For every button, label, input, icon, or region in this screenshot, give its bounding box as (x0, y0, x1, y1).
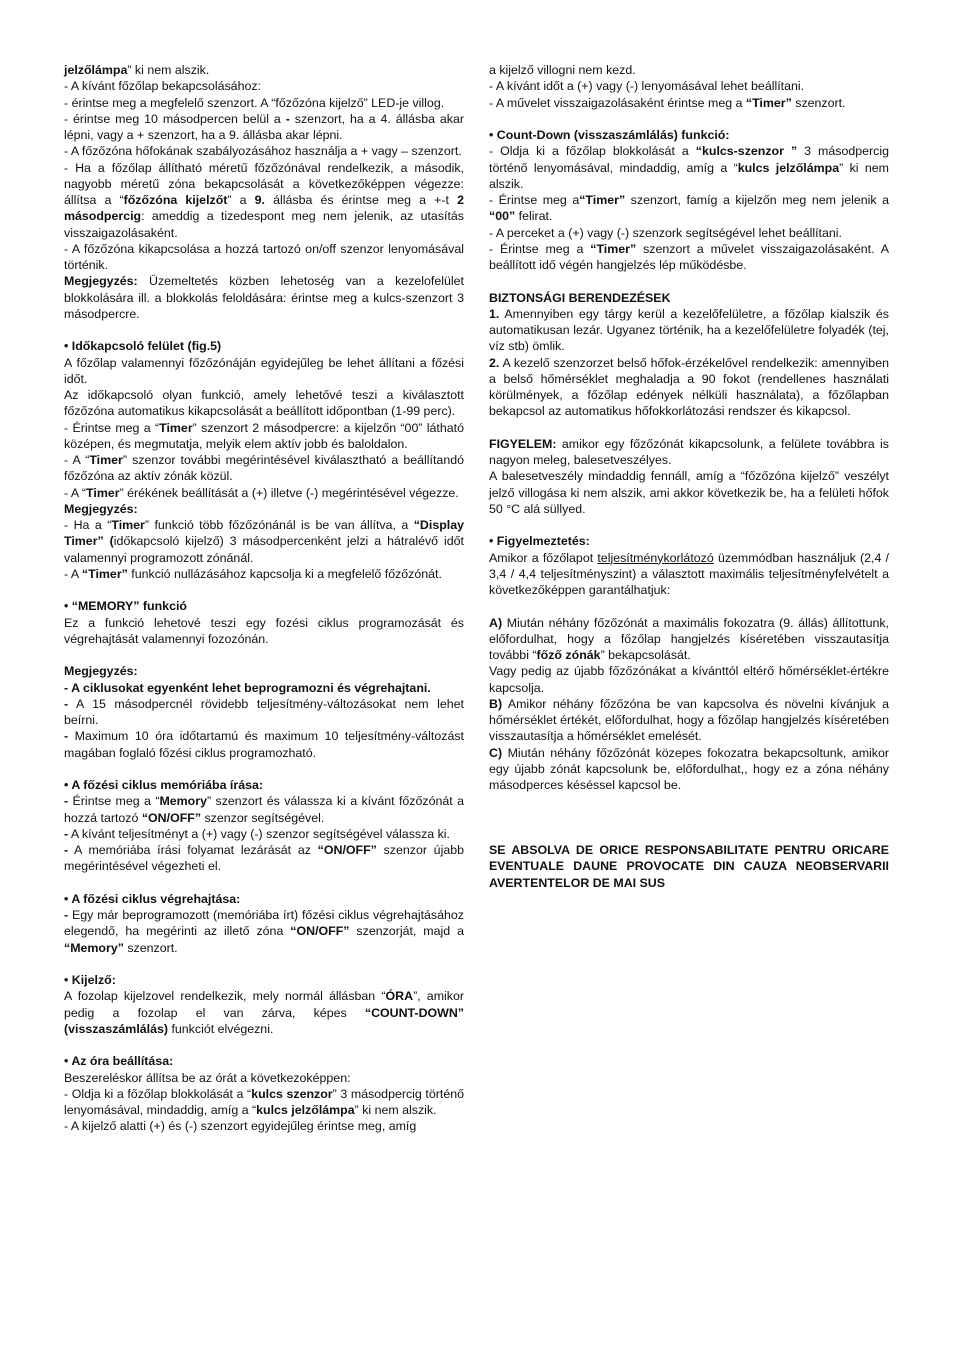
text-run: • Count-Down (visszaszámlálás) funkció: (489, 128, 730, 142)
text-run: C) (489, 745, 503, 760)
text-run: - Oldja ki a főzőlap blokkolását a (489, 144, 696, 159)
left-paragraph (64, 62, 464, 78)
text-run: “COUNT-DOWN” (visszaszámlálás) (64, 1005, 464, 1036)
right-paragraph (489, 533, 889, 549)
text-run: főző zónák (536, 648, 601, 662)
text-run: ” ki nem alszik. (489, 160, 889, 191)
text-run: Vagy pedig az újabb főzőzónákat a kívánttól eltérő hőmérséklet-értékre kapcsolja. (489, 664, 889, 695)
text-run: Megjegyzés: (64, 274, 138, 289)
text-run: Beszereléskor állítsa be az órát a következoképpen: (64, 1070, 351, 1085)
text-run: főzőzóna kijelzőt (123, 193, 228, 207)
text-run: - A művelet visszaigazolásaként érintse meg a (489, 95, 746, 110)
text-run: ” ki nem alszik. (127, 63, 210, 77)
text-run: Timer (111, 518, 145, 532)
left-paragraph (64, 826, 464, 842)
right-paragraph (489, 143, 889, 192)
left-paragraph (64, 160, 464, 241)
text-run: - A főzőzóna hőfokának szabályozásához használja a + vagy – szenzort. (64, 144, 462, 159)
text-run: “00” (489, 209, 516, 224)
text-run: ” ki nem alszik. (354, 1103, 437, 1117)
text-run: Timer (159, 420, 193, 435)
text-run: Érintse meg a “ (68, 794, 160, 809)
right-paragraph (489, 95, 889, 111)
right-paragraph (489, 192, 889, 225)
text-run: ÓRA (385, 989, 414, 1004)
text-run: időkapcsoló kijelző) 3 másodpercenként jelzi a hátralévő időt valamennyi programozott zónánál. (64, 534, 464, 565)
text-run: “ON/OFF” (141, 810, 202, 825)
left-paragraph (64, 696, 464, 729)
text-run: ” a (227, 193, 255, 207)
left-paragraph (64, 501, 464, 517)
right-column (489, 62, 889, 891)
text-run: Memory (159, 794, 207, 809)
text-run: A 15 másodpercnél rövidebb teljesítmény-változásokat nem lehet beírni. (64, 696, 464, 727)
left-paragraph (64, 566, 464, 582)
text-run: jelzőlámpa (64, 63, 128, 77)
text-run: üzemmódban használjuk (2,4 / 3,4 / 4,4 teljesítményszint) a választott maximális teljesítményfelvételt a következőképpen garantálhatjuk: (489, 550, 889, 597)
text-run: “Memory” (64, 940, 124, 955)
left-paragraph (64, 598, 464, 614)
text-run: “Timer” (579, 193, 626, 207)
text-run: - A “ (64, 453, 90, 467)
text-run: szenzort. (123, 940, 178, 955)
left-paragraph (64, 663, 464, 679)
text-run: FIGYELEM: (489, 436, 557, 451)
text-run: “kulcs-szenzor ” (695, 144, 798, 159)
text-run: Miután néhány főzőzónát közepes fokozatra bekapcsoltunk, amikor egy újabb zónát kapcsolunk be, előfordulhat,, hogy ez a zóna néhány másodperces késéssel kapcsol be. (489, 745, 889, 792)
left-paragraph (64, 1118, 464, 1134)
text-run: • “MEMORY” funkció (64, 599, 187, 614)
right-paragraph (489, 663, 889, 696)
text-run: - Érintse meg a (489, 241, 591, 256)
left-paragraph (64, 273, 464, 322)
text-run: kulcs jelzőlámpa (737, 160, 840, 175)
text-run: “Timer” (745, 95, 792, 110)
text-run: funkciót elvégezni. (168, 1021, 274, 1036)
text-run: A kezelő szenzorzet belső hőfok-érzékelővel rendelkezik: amennyiben a belső hőmérséklet meghaladja a 90 fokot (rendellenes használati körülmények, a főzőlap edények nélküli használata), a főzőlapban bekapcsol az automatikus hőfokkorlátozási rendszer és kikapcsol. (489, 355, 889, 419)
text-run: - A kijelző alatti (+) és (-) szenzort egyidejűleg érintse meg, amíg (64, 1119, 417, 1134)
text-run: Üzemeltetés közben lehetoség van a kezelofelület blokkolására ill. a blokkolás feloldására: érintse meg a kulcs-szenzort 3 másodpercre. (64, 274, 464, 321)
text-run: ” bekapcsolását. (600, 648, 691, 662)
text-run: állásba és érintse meg a +-t (264, 193, 458, 207)
text-run: szenzort a művelet visszaigazolásaként. A beállított idő végén hangjelzés lép működésbe. (489, 241, 889, 272)
text-run: • Az óra beállítása: (64, 1054, 174, 1069)
right-paragraph (489, 550, 889, 599)
text-run: Amikor néhány főzőzóna be van kapcsolva és növelni kívánjuk a hőmérséklet értékét, előfordulhat, hogy a főzőlap hangjelzés kíséretében visszautasítja a hőmérséklet emelését. (489, 696, 889, 744)
text-run: • Kijelző: (64, 973, 116, 987)
right-paragraph (489, 615, 889, 664)
left-paragraph (64, 355, 464, 388)
text-run: A balesetveszély mindaddig fennáll, amíg a “főzőzóna kijelző” veszélyt jelző villogása ki nem alszik, ami akkor következik be, ha a felületi hőfok 50 °C alá süllyed. (489, 469, 889, 516)
text-run: - Ha a főzőlap állítható méretű főzőzónával rendelkezik, a második, nagyobb méretű zóna bekapcsolását a következőképpen végezze: állítsa a “ (64, 160, 464, 207)
left-paragraph (64, 452, 464, 485)
right-paragraph (489, 78, 889, 94)
left-paragraph (64, 1086, 464, 1119)
text-run: - A ciklusokat egyenként lehet beprogramozni és végrehajtani. (64, 680, 431, 695)
text-run: A kívánt teljesítményt a (+) vagy (-) szenzor segítségével válassza ki. (68, 826, 450, 841)
text-run: - A főzőzóna kikapcsolása a hozzá tartozó on/off szenzor lenyomásával történik. (64, 241, 464, 272)
text-run: A főzőlap valamennyi főzőzónáján egyidejűleg be lehet állítani a főzési időt. (64, 355, 464, 386)
text-run: - (64, 843, 69, 857)
text-run: - érintse meg 10 másodpercen belül a (64, 111, 286, 126)
right-paragraph (489, 241, 889, 274)
text-run: - (285, 111, 290, 126)
left-paragraph (64, 972, 464, 988)
text-run: Timer (89, 453, 123, 467)
left-paragraph (64, 988, 464, 1037)
text-run: amikor egy főzőzónát kikapcsolunk, a felülete továbbra is nagyon meleg, balesetveszélyes. (489, 436, 889, 467)
text-run: ”, amikor pedig a fozolap el van zárva, képes (64, 989, 464, 1020)
left-column (64, 62, 464, 1135)
text-run: Egy már beprogramozott (memóriába írt) főzési ciklus végrehajtásához elegendő, ha megérinti az illető zóna (64, 908, 464, 939)
text-run: • Időkapcsoló felület (fig.5) (64, 339, 222, 354)
text-run: - A (64, 566, 82, 581)
left-paragraph (64, 793, 464, 826)
left-paragraph (64, 680, 464, 696)
right-paragraph (489, 355, 889, 420)
left-paragraph (64, 891, 464, 907)
text-run: felirat. (515, 209, 553, 224)
text-run: - (64, 794, 69, 809)
text-run: funkció nullázásához kapcsolja ki a megfelelő főzőzónát. (127, 566, 442, 581)
left-paragraph (64, 387, 464, 420)
text-run: - A perceket a (+) vagy (-) szenzork segítségével lehet beállítani. (489, 225, 842, 240)
text-run: ” szenzort és válassza ki a kívánt főzőzónát a hozzá tartozó (64, 794, 464, 825)
left-paragraph (64, 842, 464, 875)
right-paragraph (489, 127, 889, 143)
text-run: - Oldja ki a főzőlap blokkolását a “ (64, 1086, 252, 1101)
text-run: kulcs szenzor (251, 1086, 333, 1101)
text-run: 3 másodpercig történő lenyomásával, mindaddig, amíg a “ (489, 144, 889, 175)
text-run: szenzort, ha a 4. állásba akar lépni, vagy a + szenzort, ha a 9. állásba akar lépni. (64, 111, 464, 142)
left-paragraph (64, 1070, 464, 1086)
right-paragraph (489, 745, 889, 794)
text-run: “Timer” (590, 241, 637, 256)
text-run: - érintse meg a megfelelő szenzort. A “főzőzóna kijelző” LED-je villog. (64, 95, 445, 110)
text-run: - Érintse meg a “ (64, 420, 160, 435)
text-run: • Figyelmeztetés: (489, 534, 590, 549)
text-run: 1. (489, 306, 500, 321)
text-run: A memóriába írási folyamat lezárását az (68, 843, 318, 857)
text-run: szenzor segítségével. (201, 810, 325, 825)
right-paragraph (489, 225, 889, 241)
text-run: ” szenzort 2 másodpercre: a kijelzőn “00” látható középen, és megmutatja, melyik elem aktív jobb és baloldalon. (64, 420, 464, 451)
text-run: - (64, 696, 69, 711)
right-paragraph (489, 62, 889, 78)
text-run: BIZTONSÁGI BERENDEZÉSEK (489, 290, 671, 305)
text-run: ” funkció több főzőzónánál is be van állítva, a (144, 518, 414, 532)
text-run: Megjegyzés: (64, 664, 138, 679)
text-run: Maximum 10 óra időtartamú és maximum 10 teljesítmény-változást magában foglaló főzési ciklus programozható. (64, 729, 464, 760)
left-paragraph (64, 777, 464, 793)
text-run: szenzort, famíg a kijelzőn meg nem jelenik a (625, 193, 889, 207)
text-run: kulcs jelzőlámpa (256, 1103, 355, 1117)
text-run: A) (489, 615, 503, 630)
left-paragraph (64, 143, 464, 159)
text-run: ” 3 másodpercig történő lenyomásával, mindaddig, amíg a “ (64, 1086, 465, 1117)
text-run: - Ha a “ (64, 518, 112, 532)
text-run: Amennyiben egy tárgy kerül a kezelőfelületre, a főzőlap kialszik és automatikusan lezár. Ugyanez történik, ha a kezelőfelületre folyadék (tej, víz stb) ömlik. (489, 306, 889, 354)
text-run: “ON/OFF” (317, 843, 377, 857)
text-run: B) (489, 696, 503, 711)
left-paragraph (64, 95, 464, 111)
right-paragraph (489, 468, 889, 517)
text-run: 9. (254, 193, 265, 207)
text-run: - A kívánt időt a (+) vagy (-) lenyomásával lehet beállítani. (489, 79, 805, 94)
left-paragraph (64, 111, 464, 144)
text-run: Timer (86, 485, 120, 500)
left-paragraph (64, 420, 464, 453)
left-paragraph (64, 615, 464, 648)
right-paragraph (489, 306, 889, 355)
text-run: ” szenzor további megérintésével kiválasztható a beállítandó főzőzóna az aktív zónák közül. (64, 453, 464, 484)
text-run: - (64, 729, 69, 744)
text-run: • A főzési ciklus memóriába írása: (64, 778, 263, 792)
left-paragraph (64, 517, 464, 566)
right-paragraph (489, 696, 889, 745)
text-run: szenzor újabb megérintésével végezheti el. (64, 843, 464, 874)
text-run: • A főzési ciklus végrehajtása: (64, 891, 241, 906)
left-paragraph (64, 485, 464, 501)
text-run: A fozolap kijelzovel rendelkezik, mely normál állásban “ (64, 989, 386, 1004)
text-run: - A “ (64, 485, 87, 500)
right-paragraph (489, 290, 889, 306)
text-run: teljesítménykorlátozó (597, 550, 714, 565)
text-run: - Érintse meg a (489, 193, 580, 207)
left-paragraph (64, 1053, 464, 1069)
left-paragraph (64, 338, 464, 354)
text-run: Ez a funkció lehetové teszi egy fozési ciklus programozását és végrehajtását valamennyi fozozónán. (64, 615, 464, 646)
text-run: szenzort. (791, 95, 846, 110)
text-run: 2 másodpercig (64, 193, 464, 224)
right-paragraph (489, 436, 889, 469)
text-run: a kijelző villogni nem kezd. (489, 63, 636, 77)
text-run: 2. (489, 355, 500, 370)
left-paragraph (64, 728, 464, 761)
text-run: szenzorját, majd a (349, 924, 464, 939)
left-paragraph (64, 907, 464, 956)
left-paragraph (64, 78, 464, 94)
text-run: SE ABSOLVA DE ORICE RESPONSABILITATE PENTRU ORICARE EVENTUALE DAUNE PROVOCATE DIN CAUZA NEOBSERVARII AVERTENTELOR DE MAI SUS (489, 843, 889, 890)
text-run: “Display Timer” ( (64, 518, 465, 549)
text-run: “Timer” (81, 566, 128, 581)
text-run: “ON/OFF” (290, 924, 350, 939)
right-paragraph (489, 842, 889, 891)
text-run: Megjegyzés: (64, 501, 138, 516)
text-run: - (64, 826, 69, 841)
left-paragraph (64, 241, 464, 274)
text-run: Amikor a főzőlapot (489, 550, 598, 565)
text-run: - (64, 908, 69, 922)
text-run: ” érékének beállítását a (+) illetve (-) megérintésével végezze. (119, 485, 459, 500)
text-run: Miután néhány főzőzónát a maximális fokozatra (9. állás) állítottunk, előfordulhat, hogy a főzőlap hangjelzés kíséretében visszautasítja további “ (489, 615, 889, 662)
text-run: - A kívánt főzőlap bekapcsolásához: (64, 79, 261, 94)
text-run: Az időkapcsoló olyan funkció, amely lehetővé teszi a kiválasztott főzőzóna automatikus kikapcsolását a beállított időpontban (1-99 perc). (64, 388, 464, 419)
text-run: : ameddig a tizedespont meg nem jelenik, az utasítás visszaigazolásaként. (64, 209, 464, 240)
